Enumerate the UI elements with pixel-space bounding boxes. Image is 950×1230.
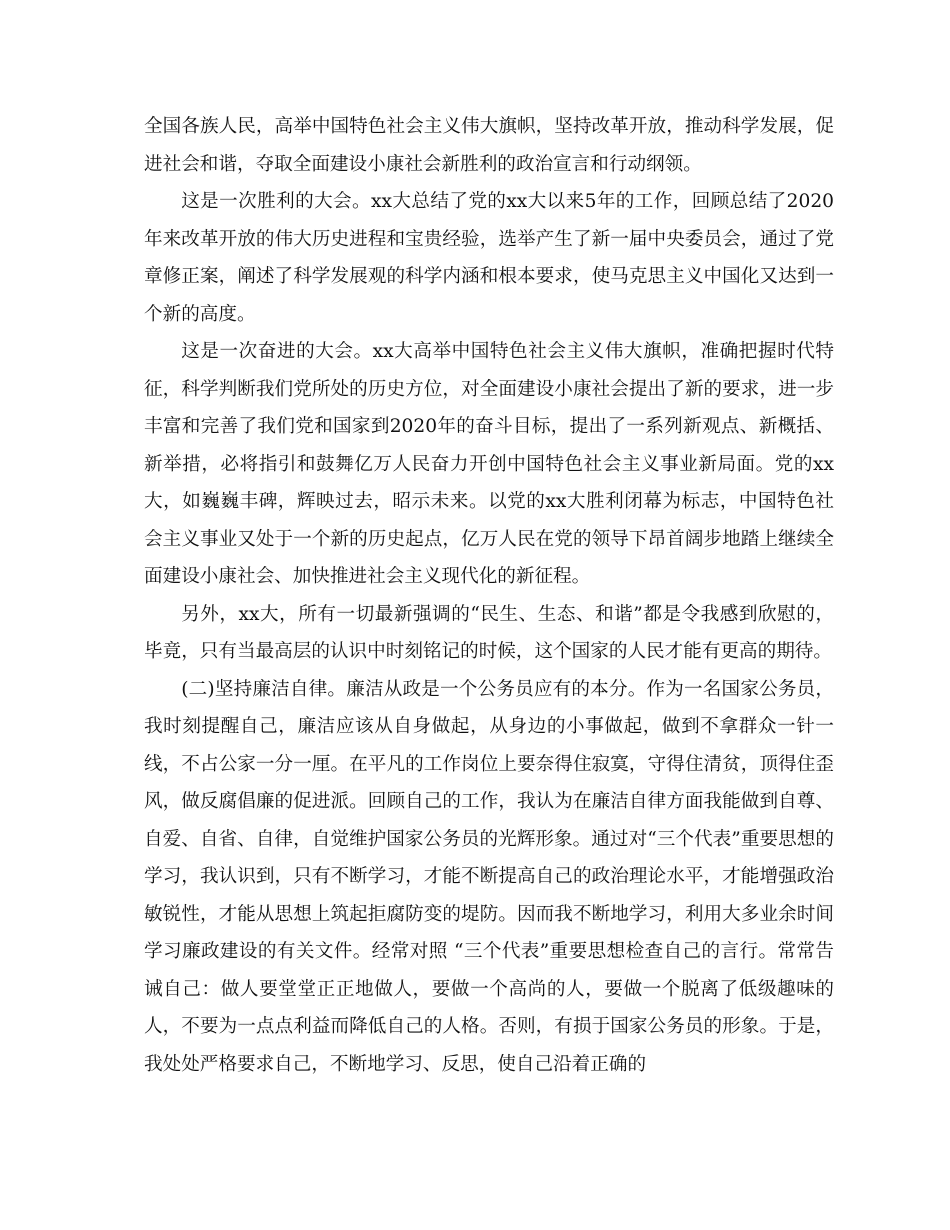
paragraph-livelihood: 另外，xx大，所有一切最新强调的“民生、生态、和谐”都是令我感到欣慰的，毕竟，只有当最高层的认识中时刻铭记的时候，这个国家的人民才能有更高的期待。 (144, 603, 834, 662)
paragraph-integrity: (二)坚持廉洁自律。廉洁从政是一个公务员应有的本分。作为一名国家公务员，我时刻提醒自己，廉洁应该从自身做起，从身边的小事做起，做到不拿群众一针一线，不占公家一分一厘。在平凡的工作岗位上要奈得住寂寞，守得住清贫，顶得住歪风，做反腐倡廉的促进派。回顾自己的工作，我认为在廉洁自律方面我能做到自尊、自爱、自省、自律，自觉维护国家公务员的光辉形象。通过对“三个代表”重要思想的学习，我认识到，只有不断学习，才能不断提高自己的政治理论水平，才能增强政治敏锐性，才能从思想上筑起拒腐防变的堤防。因而我不断地学习，利用大多业余时间学习廉政建设的有关文件。经常对照 “三个代表”重要思想检查自己的言行。常常告诫自己：做人要堂堂正正地做人，要做一个高尚的人，要做一个脱离了低级趣味的人，不要为一点点利益而降低自己的人格。否则，有损于国家公务员的形象。于是，我处处严格要求自己，不断地学习、反思，使自己沿着正确的 (144, 678, 834, 1075)
paragraph-continuation: 全国各族人民，高举中国特色社会主义伟大旗帜，坚持改革开放，推动科学发展，促进社会和谐，夺取全面建设小康社会新胜利的政治宣言和行动纲领。 (144, 116, 834, 175)
document-body (144, 108, 834, 1083)
paragraph-progress-congress: 这是一次奋进的大会。xx大高举中国特色社会主义伟大旗帜，准确把握时代特征，科学判断我们党所处的历史方位，对全面建设小康社会提出了新的要求，进一步丰富和完善了我们党和国家到2020年的奋斗目标，提出了一系列新观点、新概括、新举措，必将指引和鼓舞亿万人民奋力开创中国特色社会主义事业新局面。党的xx大，如巍巍丰碑，辉映过去，昭示未来。以党的xx大胜利闭幕为标志，中国特色社会主义事业又处于一个新的历史起点，亿万人民在党的领导下昂首阔步地踏上继续全面建设小康社会、加快推进社会主义现代化的新征程。 (144, 341, 834, 587)
paragraph-victory-congress: 这是一次胜利的大会。xx大总结了党的xx大以来5年的工作，回顾总结了2020年来改革开放的伟大历史进程和宝贵经验，选举产生了新一届中央委员会，通过了党章修正案，阐述了科学发展观的科学内涵和根本要求，使马克思主义中国化又达到一个新的高度。 (144, 191, 834, 325)
